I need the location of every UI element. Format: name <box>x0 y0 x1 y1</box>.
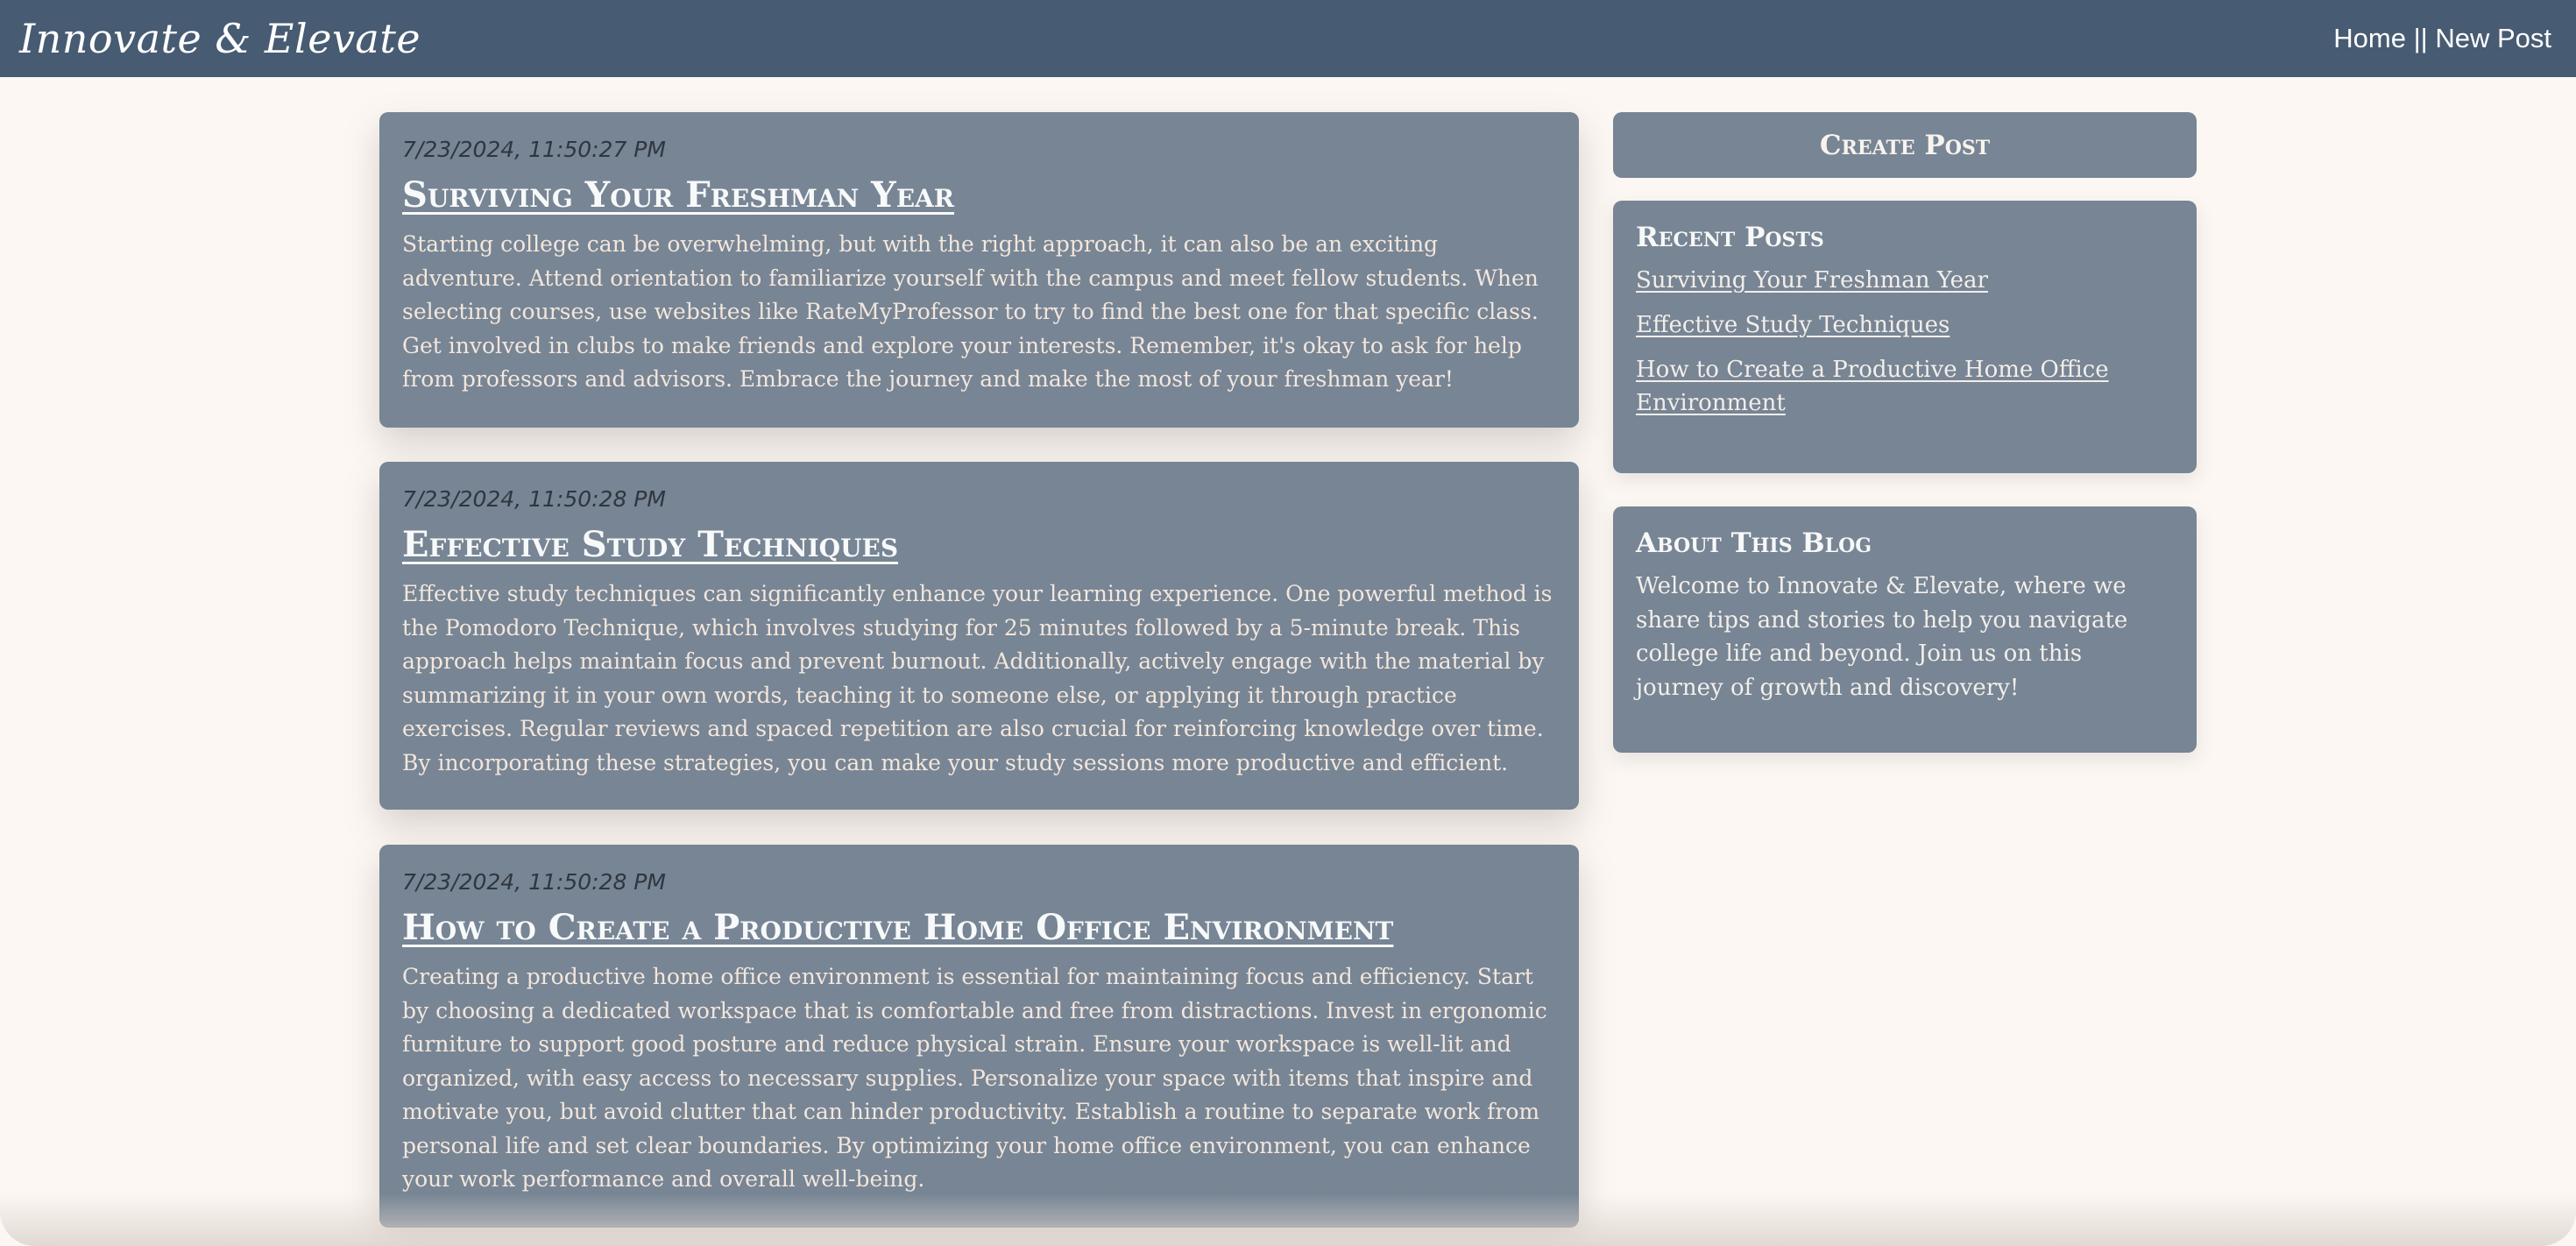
site-brand[interactable]: Innovate & Elevate <box>19 15 421 62</box>
recent-post-link[interactable]: Effective Study Techniques <box>1636 312 1950 338</box>
nav-separator: || <box>2405 23 2436 53</box>
about-text: Welcome to Innovate & Elevate, where we share tips and stories to help you navigate college life and beyond. Join us on this journey of growth and discovery! <box>1636 573 2128 701</box>
post-body: Effective study techniques can significantly enhance your learning experience. One powerful method is the Pomodoro Technique, which involves studying for 25 minutes followed by a 5-minute break. This approach helps maintain focus and prevent burnout. Additionally, actively engage with the material by summarizing it in your own words, teaching it to someone else, or applying it through practice exercises. Regular reviews and spaced repetition are also crucial for reinforcing knowledge over time. By incorporating these strategies, you can make your study sessions more productive and efficient. <box>402 581 1553 775</box>
post-card <box>379 462 1579 810</box>
recent-posts-list <box>1636 264 2174 420</box>
post-timestamp: 7/23/2024, 11:50:28 PM <box>402 869 666 895</box>
create-post-button[interactable]: Create Post <box>1613 112 2197 178</box>
post-body: Starting college can be overwhelming, but with the right approach, it can also be an exciting adventure. Attend orientation to familiarize yourself with the campus and meet fellow students. When selecting courses, use websites like RateMyProfessor to try to find the best one for that specific class. Get involved in clubs to make friends and explore your interests. Remember, it's okay to ask for help from professors and advisors. Embrace the journey and make the most of your freshman year! <box>402 231 1539 392</box>
post-title-link[interactable]: Surviving Your Freshman Year <box>402 174 955 216</box>
post-card <box>379 845 1579 1228</box>
post-timestamp: 7/23/2024, 11:50:28 PM <box>402 486 666 512</box>
nav-home-link[interactable]: Home <box>2333 23 2406 53</box>
list-item <box>1636 308 2174 342</box>
recent-posts-panel <box>1613 201 2197 473</box>
about-blog-panel <box>1613 506 2197 753</box>
top-nav <box>2333 23 2551 54</box>
post-timestamp: 7/23/2024, 11:50:27 PM <box>402 137 666 162</box>
list-item <box>1636 353 2174 420</box>
post-title-link[interactable]: How to Create a Productive Home Office Environment <box>402 907 1394 948</box>
recent-post-link[interactable]: Surviving Your Freshman Year <box>1636 267 1988 294</box>
recent-posts-heading: Recent Posts <box>1636 222 1824 253</box>
post-title-link[interactable]: Effective Study Techniques <box>402 524 899 565</box>
bottom-shadow <box>0 1193 2576 1246</box>
post-card <box>379 112 1579 428</box>
list-item <box>1636 264 2174 297</box>
recent-post-link[interactable]: How to Create a Productive Home Office Environment <box>1636 357 2109 416</box>
nav-new-post-link[interactable]: New Post <box>2435 23 2551 53</box>
about-heading: About This Blog <box>1636 527 1872 559</box>
post-body: Creating a productive home office environment is essential for maintaining focus and efficiency. Start by choosing a dedicated workspace that is comfortable and free from distractions. Invest in ergonomic furniture to support good posture and reduce physical strain. Ensure your workspace is well-lit and organized, with easy access to necessary supplies. Personalize your space with items that inspire and motivate you, but avoid clutter that can hinder productivity. Establish a routine to separate work from personal life and set clear boundaries. By optimizing your home office environment, you can enhance your work performance and overall well-being. <box>402 964 1547 1192</box>
site-header <box>0 0 2576 77</box>
